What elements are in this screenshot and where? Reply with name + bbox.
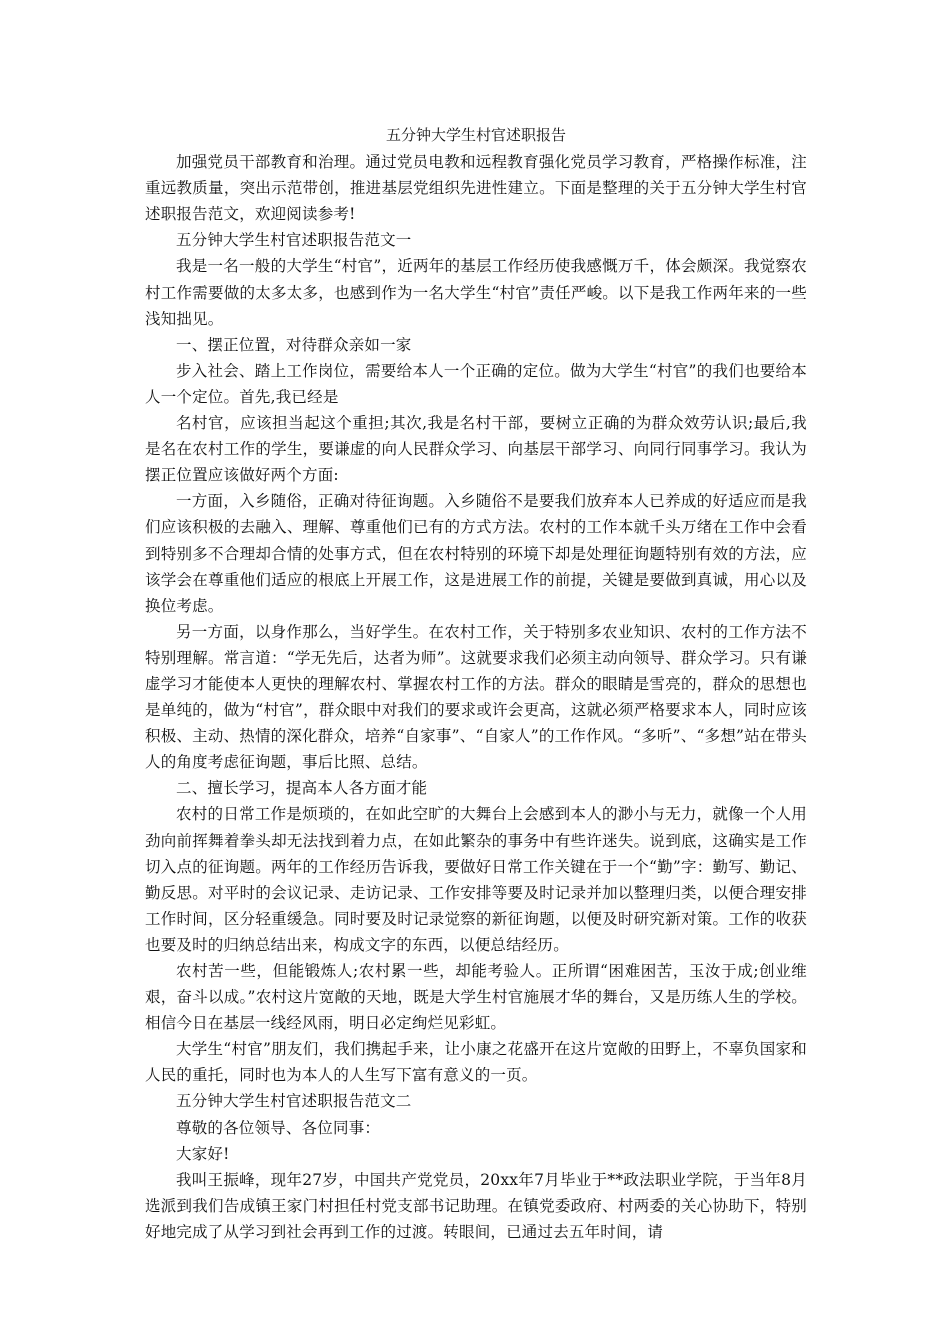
paragraph: 一方面，入乡随俗，正确对待征询题。入乡随俗不是要我们放弃本人已养成的好适应而是我们应该积极的去融入、理解、尊重他们已有的方式方法。农村的工作本就千头万绪在工作中会看到特别多不合理却合情的处事方式，但在农村特别的环境下却是处理征询题特别有效的方法，应该学会在尊重他们适应的根底上开展工作，这是进展工作的前提，关键是要做到真诚，用心以及换位考虑。 [145,492,807,615]
document-page [145,122,807,1245]
paragraph: 农村的日常工作是烦琐的，在如此空旷的大舞台上会感到本人的渺小与无力，就像一个人用劲向前挥舞着拳头却无法找到着力点，在如此繁杂的事务中有些许迷失。说到底，这确实是工作切入点的征询题。两年的工作经历告诉我，要做好日常工作关键在于一个“勤”字：勤写、勤记、勤反思。对平时的会议记录、走访记录、工作安排等要及时记录并加以整理归类，以便合理安排工作时间，区分轻重缓急。同时要及时记录觉察的新征询题，以便及时研究新对策。工作的收获也要及时的归纳总结出来，构成文字的东西，以便总结经历。 [145,805,807,954]
heading-sample-two: 五分钟大学生村官述职报告范文二 [176,1092,412,1111]
paragraph: 农村苦一些，但能锻炼人;农村累一些，却能考验人。正所谓“困难困苦，玉汝于成;创业维艰，奋斗以成。”农村这片宽敞的天地，既是大学生村官施展才华的舞台，又是历练人生的学校。相信今日在基层一线经风雨，明日必定绚烂见彩虹。 [145,962,807,1033]
greeting: 大家好! [176,1144,230,1163]
document-title: 五分钟大学生村官述职报告 [385,126,566,144]
paragraph: 大学生“村官”朋友们，我们携起手来，让小康之花盛开在这片宽敞的田野上，不辜负国家和人民的重托，同时也为本人的人生写下富有意义的一页。 [145,1040,807,1085]
paragraph: 步入社会、踏上工作岗位，需要给本人一个正确的定位。做为大学生“村官”的我们也要给本人一个定位。首先,我已经是 [145,361,807,406]
paragraph: 另一方面，以身作那么，当好学生。在农村工作，关于特别多农业知识、农村的工作方法不特别理解。常言道：“学无先后，达者为师”。这就要求我们必须主动向领导、群众学习。只有谦虚学习才能使本人更快的理解农村、掌握农村工作的方法。群众的眼睛是雪亮的，群众的思想也是单纯的，做为“村官”，群众眼中对我们的要求或许会更高，这就必须严格要求本人，同时应该积极、主动、热情的深化群众，培养“自家事”、“自家人”的工作作风。“多听”、“多想”站在带头人的角度考虑征询题，事后比照、总结。 [145,622,807,772]
paragraph-intro: 加强党员干部教育和治理。通过党员电教和远程教育强化党员学习教育，严格操作标准，注重远教质量，突出示范带创，推进基层党组织先进性建立。下面是整理的关于五分钟大学生村官述职报告范文，欢迎阅读参考! [145,153,807,224]
paragraph: 我是一名一般的大学生“村官”，近两年的基层工作经历使我感慨万千，体会颇深。我觉察农村工作需要做的太多太多，也感到作为一名大学生“村官”责任严峻。以下是我工作两年来的一些浅知拙见。 [145,257,807,328]
section-heading-one: 一、摆正位置，对待群众亲如一家 [176,335,412,354]
salutation: 尊敬的各位领导、各位同事： [176,1118,381,1137]
section-heading-two: 二、擅长学习，提高本人各方面才能 [176,779,428,798]
heading-sample-one: 五分钟大学生村官述职报告范文一 [176,231,412,250]
paragraph: 名村官，应该担当起这个重担;其次,我是名村干部，要树立正确的为群众效劳认识;最后,我是名在农村工作的学生，要谦虚的向人民群众学习、向基层干部学习、向同行同事学习。我认为摆正位置应该做好两个方面: [145,414,807,485]
paragraph: 我叫王振峰，现年27岁，中国共产党党员，20xx年7月毕业于**政法职业学院，于当年8月选派到我们告成镇王家门村担任村党支部书记助理。在镇党委政府、村两委的关心协助下，特别好地完成了从学习到社会再到工作的过渡。转眼间，已通过去五年时间，请 [145,1170,807,1241]
